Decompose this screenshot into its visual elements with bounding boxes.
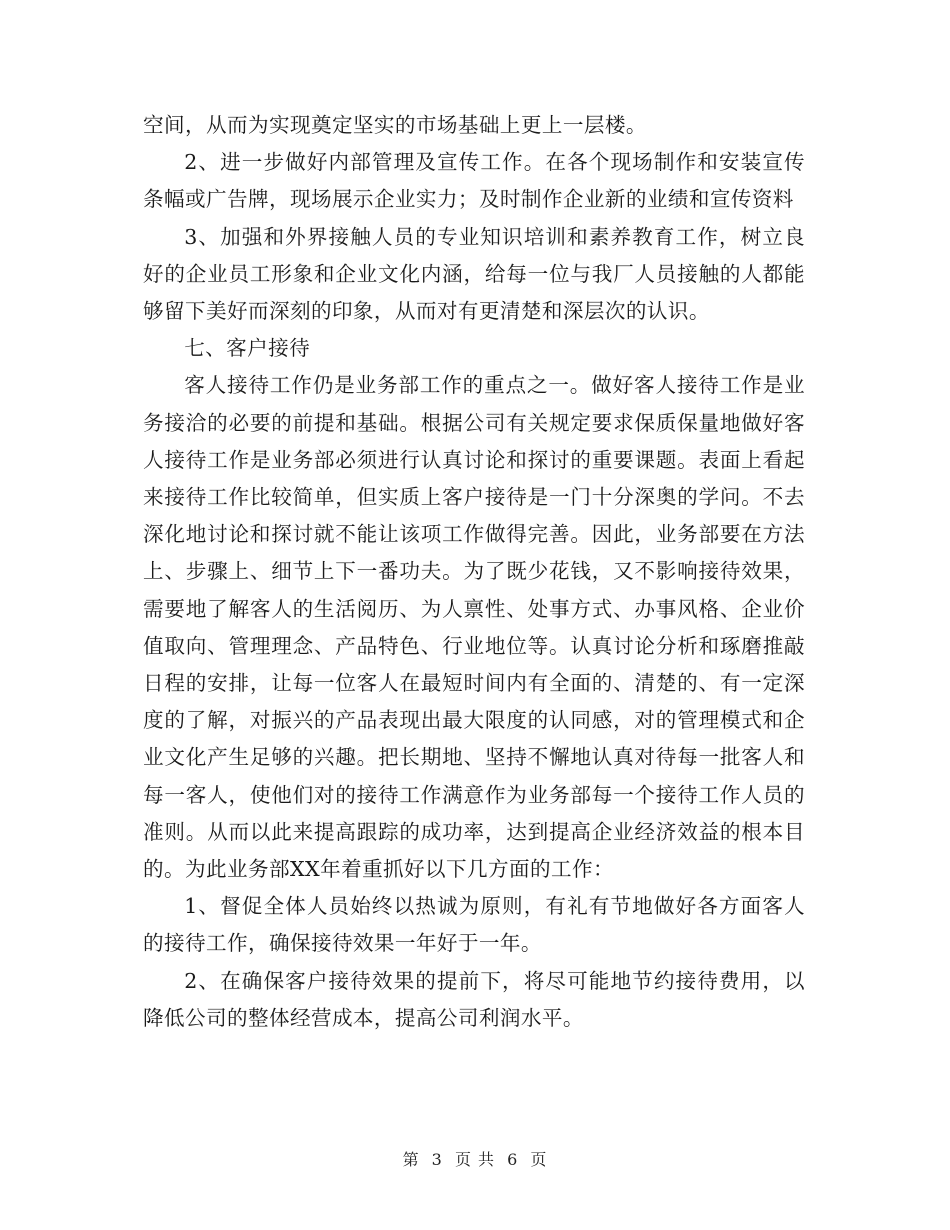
paragraph-2: 2、进一步做好内部管理及宣传工作。在各个现场制作和安装宣传条幅或广告牌，现场展示企业实力；及时制作企业新的业绩和宣传资料 bbox=[143, 150, 805, 212]
footer-total-pages: 6 bbox=[507, 1150, 519, 1169]
footer-suffix: 页 bbox=[530, 1150, 548, 1169]
footer-middle: 页 共 bbox=[454, 1150, 496, 1169]
page-footer bbox=[0, 1147, 950, 1170]
paragraph-3: 3、加强和外界接触人员的专业知识培训和素养教育工作，树立良好的企业员工形象和企业文化内涵，给每一位与我厂人员接触的人都能够留下美好而深刻的印象，从而对有更清楚和深层次的认识。 bbox=[143, 224, 805, 324]
paragraph-5: 客人接待工作仍是业务部工作的重点之一。做好客人接待工作是业务接洽的必要的前提和基础。根据公司有关规定要求保质保量地做好客人接待工作是业务部必须进行认真讨论和探讨的重要课题。表面上看起来接待工作比较简单，但实质上客户接待是一门十分深奥的学问。不去深化地讨论和探讨就不能让该项工作做得完善。因此，业务部要在方法上、步骤上、细节上下一番功夫。为了既少花钱，又不影响接待效果，需要地了解客人的生活阅历、为人禀性、处事方式、办事风格、企业价值取向、管理理念、产品特色、行业地位等。认真讨论分析和琢磨推敲日程的安排，让每一位客人在最短时间内有全面的、清楚的、有一定深度的了解，对振兴的产品表现出最大限度的认同感，对的管理模式和企业文化产生足够的兴趣。把长期地、坚持不懈地认真对待每一批客人和每一客人，使他们对的接待工作满意作为业务部每一个接待工作人员的准则。从而以此来提高跟踪的成功率，达到提高企业经济效益的根本目的。为此业务部XX年着重抓好以下几方面的工作： bbox=[143, 373, 805, 882]
footer-current-page: 3 bbox=[431, 1150, 443, 1169]
footer-prefix: 第 bbox=[402, 1150, 420, 1169]
paragraph-1: 空间，从而为实现奠定坚实的市场基础上更上一层楼。 bbox=[143, 113, 647, 137]
section-heading: 七、客户接待 bbox=[184, 336, 311, 361]
paragraph-7: 2、在确保客户接待效果的提前下，将尽可能地节约接待费用，以降低公司的整体经营成本，提高公司利润水平。 bbox=[143, 968, 805, 1030]
paragraph-6: 1、督促全体人员始终以热诚为原则，有礼有节地做好各方面客人的接待工作，确保接待效果一年好于一年。 bbox=[143, 894, 805, 956]
document-body bbox=[143, 107, 805, 1037]
